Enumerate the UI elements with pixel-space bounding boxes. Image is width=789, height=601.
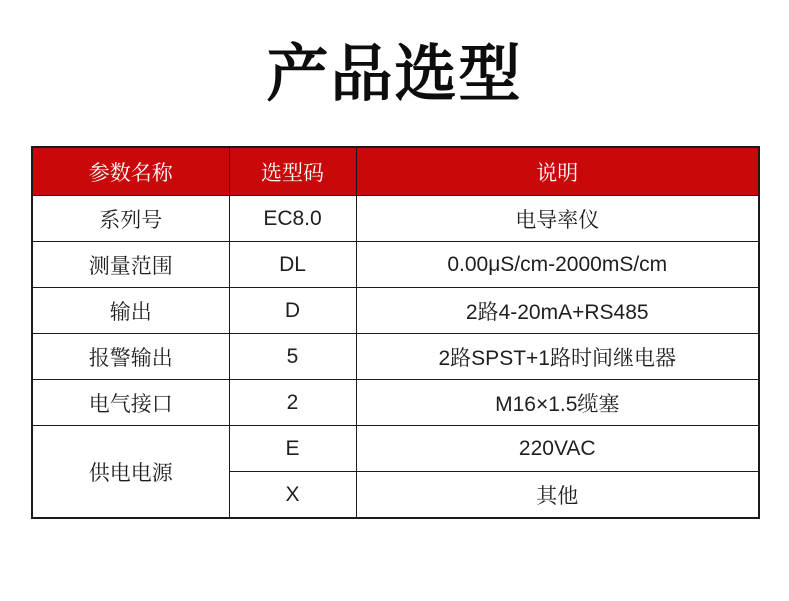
- page-title: 产品选型: [266, 40, 523, 109]
- product-selection-table: [31, 146, 760, 519]
- cell-param: 电气接口: [32, 380, 229, 426]
- table-header-row: [32, 147, 759, 196]
- table-row: [32, 288, 759, 334]
- table-row: [32, 380, 759, 426]
- cell-desc: 0.00μS/cm-2000mS/cm: [356, 242, 759, 288]
- cell-desc: 其他: [356, 472, 759, 519]
- cell-desc: 2路SPST+1路时间继电器: [356, 334, 759, 380]
- cell-code: EC8.0: [229, 196, 356, 242]
- table-row: [32, 196, 759, 242]
- cell-param: 报警输出: [32, 334, 229, 380]
- cell-code: D: [229, 288, 356, 334]
- cell-desc: 电导率仪: [356, 196, 759, 242]
- cell-code: E: [229, 426, 356, 472]
- table-row: [32, 334, 759, 380]
- column-header-param: 参数名称: [32, 147, 229, 196]
- cell-code: DL: [229, 242, 356, 288]
- table-row: [32, 426, 759, 472]
- table-row: [32, 242, 759, 288]
- cell-param-merged: 供电电源: [32, 426, 229, 519]
- cell-code: 2: [229, 380, 356, 426]
- column-header-code: 选型码: [229, 147, 356, 196]
- cell-desc: 2路4-20mA+RS485: [356, 288, 759, 334]
- cell-desc: M16×1.5缆塞: [356, 380, 759, 426]
- cell-code: X: [229, 472, 356, 519]
- cell-param: 系列号: [32, 196, 229, 242]
- cell-code: 5: [229, 334, 356, 380]
- cell-param: 输出: [32, 288, 229, 334]
- column-header-desc: 说明: [356, 147, 759, 196]
- cell-param: 测量范围: [32, 242, 229, 288]
- cell-desc: 220VAC: [356, 426, 759, 472]
